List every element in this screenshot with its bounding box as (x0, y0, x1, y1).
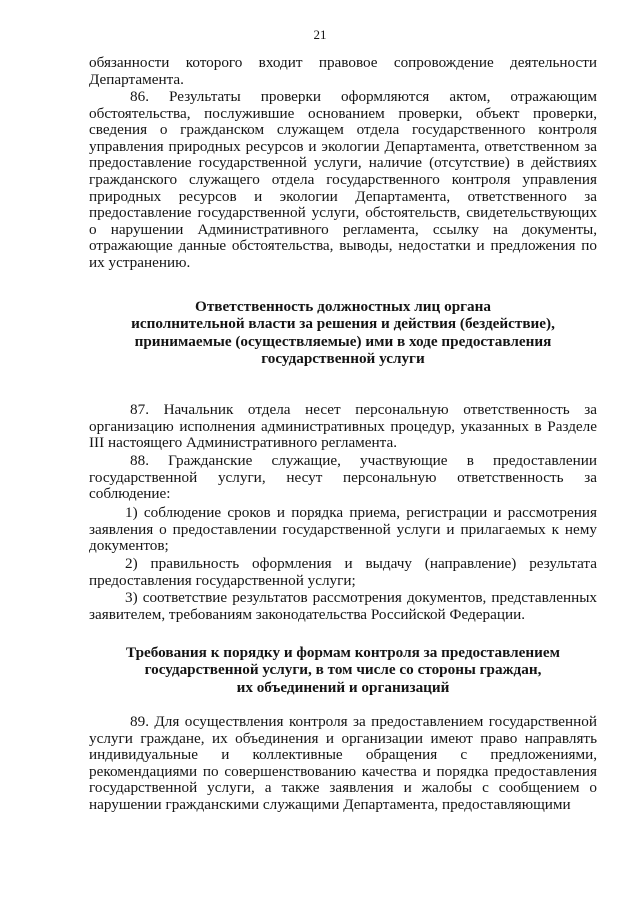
paragraph-88-item-2: 2) правильность оформления и выдачу (направление) результата предоставления государственной услуги; (89, 555, 597, 589)
section-heading-responsibility (89, 298, 597, 368)
paragraph-89: 89. Для осуществления контроля за предоставлением государственной услуги граждане, их объединения и организации имеют право направлять индивидуальные и коллективные обращения с предложениями, рекомендациями по совершенствованию качества и порядка предоставления государственной услуги, а также заявления и жалобы с сообщением о нарушении гражданскими служащими Департамента, предоставляющими (89, 713, 597, 813)
paragraph-continuation: обязанности которого входит правовое сопровождение деятельности Департамента. (89, 54, 597, 88)
heading-line: исполнительной власти за решения и действия (бездействие), (131, 315, 555, 333)
heading-line: государственной услуги (261, 350, 425, 368)
section-heading-control-requirements (89, 644, 597, 696)
paragraph-88-item-1: 1) соблюдение сроков и порядка приема, регистрации и рассмотрения заявления о предоставлении государственной услуги и прилагаемых к нему документов; (89, 504, 597, 555)
page-number: 21 (313, 27, 327, 42)
paragraph-88-item-3: 3) соответствие результатов рассмотрения документов, представленных заявителем, требованиям законодательства Российской Федерации. (89, 589, 597, 623)
heading-line: их объединений и организаций (236, 678, 450, 696)
paragraph-86: 86. Результаты проверки оформляются актом, отражающим обстоятельства, послужившие основанием проверки, объект проверки, сведения о гражданском служащем отдела государственного контроля управления природных ресурсов и экологии Департамента, ответственном за предоставление государственной услуги, наличие (отсутствие) в действиях гражданского служащего отдела государственного контроля управления природных ресурсов и экологии Департамента, ответственного за предоставление государственной услуги, обстоятельств, свидетельствующих о нарушении Административного регламента, ссылку на документы, отражающие данные обстоятельства, выводы, недостатки и предложения по их устранению. (89, 88, 597, 271)
heading-line: Требования к порядку и формам контроля за предоставлением (126, 644, 560, 661)
heading-line: Ответственность должностных лиц органа (195, 298, 491, 315)
heading-line: принимаемые (осуществляемые) ими в ходе предоставления (134, 332, 552, 350)
paragraph-88: 88. Гражданские служащие, участвующие в предоставлении государственной услуги, несут персональную ответственность за соблюдение: (89, 452, 597, 503)
heading-line: государственной услуги, в том числе со стороны граждан, (144, 661, 542, 679)
paragraph-87: 87. Начальник отдела несет персональную ответственность за организацию исполнения административных процедур, указанных в Разделе III настоящего Административного регламента. (89, 401, 597, 452)
